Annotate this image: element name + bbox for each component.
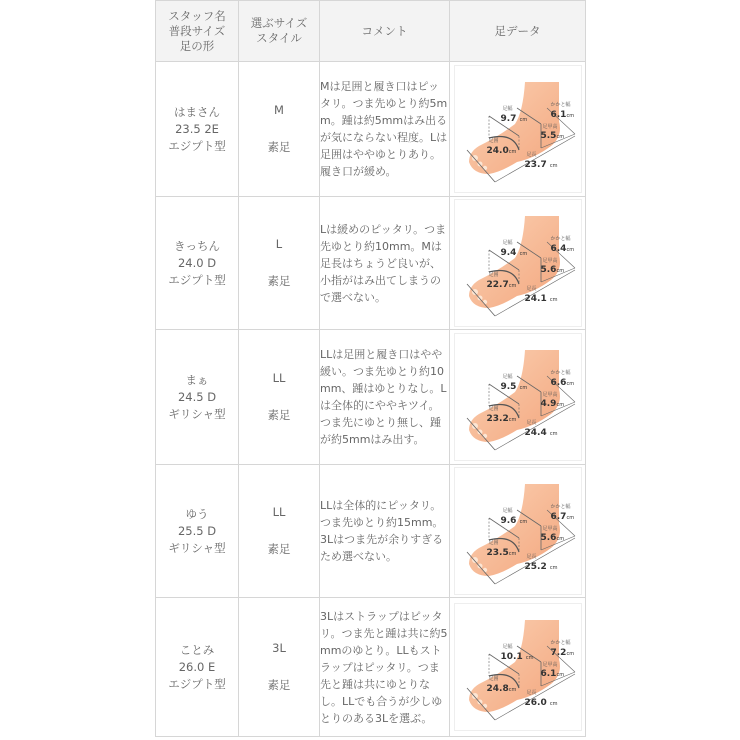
comment-text: LLは全体的にピッタリ。つま先ゆとり約15mm。3Lはつま先が余りすぎるため選べない。 [320, 499, 444, 563]
comment-text: LLは足囲と履き口はやや緩い。つま先ゆとり約10mm、踵はゆとりなし。Lは全体的にややキツイ。つま先にゆとり無し、踵が約5mmはみ出す。 [320, 348, 447, 446]
heel-width-value: 7.2cm [550, 648, 575, 658]
instep-value: 6.1cm [540, 669, 565, 679]
usual-size: 24.0 D [177, 255, 217, 270]
length-label: 足長 [526, 690, 537, 696]
girth-label: 足囲 [488, 676, 499, 682]
header-size-line: スタイル [256, 31, 302, 45]
foot-data-cell [450, 330, 586, 465]
chosen-size: LL [272, 371, 286, 385]
foot-width-value: 9.6 cm [500, 516, 528, 526]
foot-diagram [454, 603, 582, 731]
header-size [239, 1, 320, 62]
foot-shape: ギリシャ型 [168, 540, 226, 555]
comment-text: 3Lはストラップはピッタリ。つま先と踵は共に約5mmのゆとり。LLもストラップはピッタリ。つま先と踵は共にゆとりなし。LLでも合うが少しゆとりのある3Lを選ぶ。 [320, 609, 448, 725]
foot-shape: ギリシャ型 [168, 406, 226, 421]
length-label: 足長 [526, 152, 537, 158]
girth-label: 足囲 [488, 272, 499, 278]
foot-width-label: 足幅 [502, 240, 513, 246]
instep-label: 足甲高 [542, 124, 558, 130]
foot-width-value: 9.7 cm [500, 114, 528, 124]
heel-width-value: 6.1cm [550, 110, 575, 120]
instep-label: 足甲高 [542, 392, 558, 398]
header-foot-data: 足データ [450, 1, 586, 62]
header-size-line: 選ぶサイズ [250, 16, 308, 30]
header-staff-line: 足の形 [179, 38, 215, 53]
table-row [156, 330, 586, 465]
girth-value: 24.0cm [486, 146, 517, 156]
girth-label: 足囲 [488, 540, 499, 546]
style-label: 素足 [267, 274, 291, 288]
length-value: 24.1 cm [524, 294, 558, 304]
foot-illustration-icon [455, 604, 581, 730]
comment-cell [320, 330, 450, 465]
style-label: 素足 [267, 140, 291, 154]
size-style-cell [239, 197, 320, 330]
length-value: 23.7 cm [524, 160, 558, 170]
instep-label: 足甲高 [542, 526, 558, 532]
girth-value: 23.2cm [486, 414, 517, 424]
staff-cell [156, 62, 239, 197]
style-label: 素足 [267, 408, 291, 422]
foot-data-cell [450, 62, 586, 197]
staff-name: ことみ [179, 642, 215, 657]
heel-width-label: かかと幅 [550, 102, 571, 108]
foot-illustration-icon [455, 468, 581, 594]
heel-width-value: 6.4cm [550, 244, 575, 254]
girth-label: 足囲 [488, 138, 499, 144]
girth-label: 足囲 [488, 406, 499, 412]
foot-data-cell [450, 465, 586, 598]
instep-value: 4.9cm [540, 399, 565, 409]
staff-name: きっちん [174, 238, 220, 253]
table-row [156, 62, 586, 197]
size-style-cell [239, 465, 320, 598]
usual-size: 23.5 2E [175, 121, 219, 136]
length-label: 足長 [526, 286, 537, 292]
comment-text: Mは足囲と履き口はピッタリ。つま先ゆとり約5mm。踵は約5mmはみ出るが気にならない程度。Lは足囲はややゆとりあり。履き口が緩め。 [320, 80, 448, 178]
foot-width-value: 9.5 cm [500, 382, 528, 392]
header-staff-line: スタッフ名 [168, 8, 226, 23]
foot-diagram [454, 65, 582, 193]
instep-label: 足甲高 [542, 662, 558, 668]
chosen-size: M [274, 103, 284, 117]
foot-diagram [454, 199, 582, 327]
instep-value: 5.6cm [540, 533, 565, 543]
table-header-row [156, 1, 586, 62]
header-staff-line: 普段サイズ [168, 23, 226, 38]
girth-value: 22.7cm [486, 280, 517, 290]
foot-width-label: 足幅 [502, 508, 513, 514]
chosen-size: L [275, 237, 283, 251]
size-style-cell [239, 598, 320, 737]
chosen-size: 3L [272, 641, 286, 655]
comment-cell [320, 598, 450, 737]
staff-name: まぁ [185, 372, 209, 387]
chosen-size: LL [272, 505, 286, 519]
foot-diagram [454, 333, 582, 461]
staff-cell [156, 598, 239, 737]
size-style-cell [239, 62, 320, 197]
staff-cell [156, 465, 239, 598]
foot-data-cell [450, 197, 586, 330]
comment-cell [320, 197, 450, 330]
header-comment: コメント [320, 1, 450, 62]
table-row [156, 598, 586, 737]
style-label: 素足 [267, 678, 291, 692]
comment-cell [320, 465, 450, 598]
foot-width-label: 足幅 [502, 106, 513, 112]
heel-width-label: かかと幅 [550, 370, 571, 376]
heel-width-label: かかと幅 [550, 640, 571, 646]
style-label: 素足 [267, 542, 291, 556]
girth-value: 23.5cm [486, 548, 517, 558]
usual-size: 26.0 E [178, 659, 216, 674]
usual-size: 25.5 D [177, 523, 217, 538]
length-value: 25.2 cm [524, 562, 558, 572]
length-label: 足長 [526, 554, 537, 560]
table-row [156, 197, 586, 330]
foot-illustration-icon [455, 66, 581, 192]
length-value: 24.4 cm [524, 428, 558, 438]
foot-data-cell [450, 598, 586, 737]
foot-width-value: 9.4 cm [500, 248, 528, 258]
size-style-cell [239, 330, 320, 465]
length-value: 26.0 cm [524, 698, 558, 708]
length-label: 足長 [526, 420, 537, 426]
foot-width-label: 足幅 [502, 644, 513, 650]
girth-value: 24.8cm [486, 684, 517, 694]
header-staff [156, 1, 239, 62]
usual-size: 24.5 D [177, 389, 217, 404]
heel-width-label: かかと幅 [550, 236, 571, 242]
table-row [156, 465, 586, 598]
size-comparison-table [155, 0, 586, 737]
foot-illustration-icon [455, 334, 581, 460]
foot-width-label: 足幅 [502, 374, 513, 380]
foot-illustration-icon [455, 200, 581, 326]
foot-width-value: 10.1 cm [500, 652, 534, 662]
staff-name: ゆう [185, 506, 209, 521]
comment-cell [320, 62, 450, 197]
staff-cell [156, 197, 239, 330]
instep-label: 足甲高 [542, 258, 558, 264]
foot-shape: エジプト型 [168, 272, 226, 287]
instep-value: 5.5cm [540, 131, 565, 141]
heel-width-value: 6.7cm [550, 512, 575, 522]
comment-text: Lは緩めのピッタリ。つま先ゆとり約10mm。Mは足長はちょうど良いが、小指がはみ出てしまうので選べない。 [320, 222, 447, 304]
staff-cell [156, 330, 239, 465]
staff-name: はまさん [174, 104, 220, 119]
foot-diagram [454, 467, 582, 595]
heel-width-label: かかと幅 [550, 504, 571, 510]
foot-shape: エジプト型 [168, 676, 226, 691]
instep-value: 5.6cm [540, 265, 565, 275]
heel-width-value: 6.6cm [550, 378, 575, 388]
foot-shape: エジプト型 [168, 138, 226, 153]
